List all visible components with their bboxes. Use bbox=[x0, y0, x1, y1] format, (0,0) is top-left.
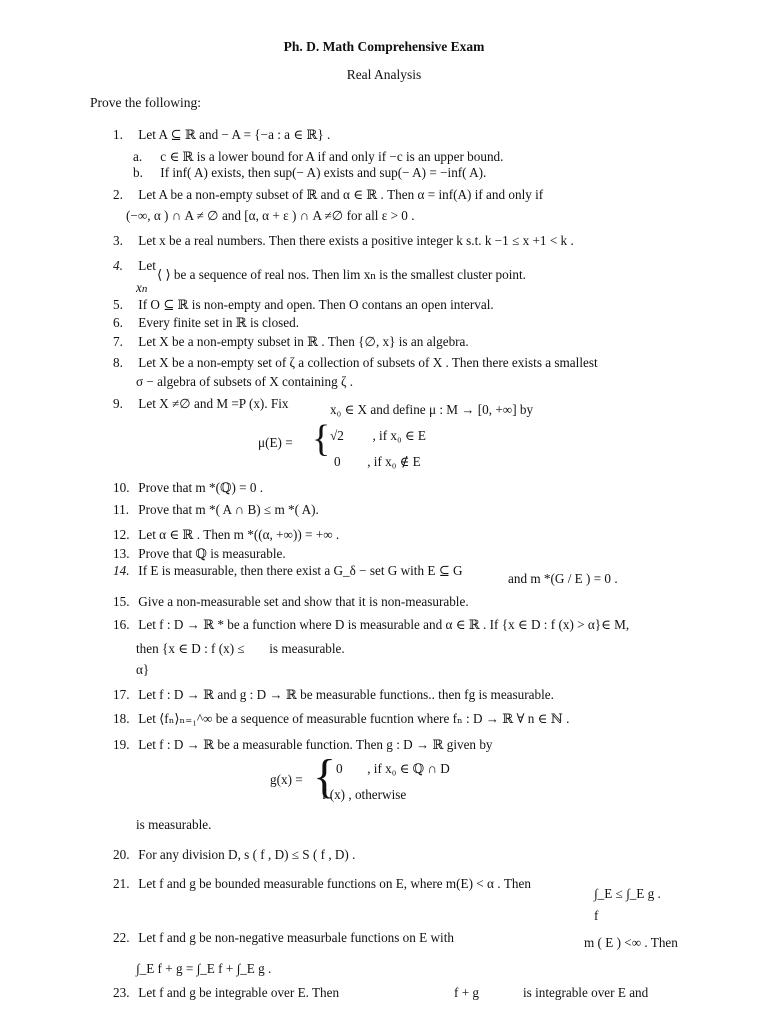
item-23-continued: is integrable over E and bbox=[523, 985, 649, 1000]
item-16-text: Let f : D → ℝ * be a function where D is measurable and α ∈ ℝ . If {x ∈ D : f (x) > α}∈ M, bbox=[138, 617, 630, 632]
item-15-number: 15. bbox=[113, 594, 130, 609]
item-12-number: 12. bbox=[113, 527, 130, 542]
item-10-number: 10. bbox=[113, 480, 130, 495]
item-19-number: 19. bbox=[113, 737, 130, 752]
item-4-number: 4. bbox=[113, 258, 123, 273]
item-5-text: If O ⊆ ℝ is non-empty and open. Then O contans an open interval. bbox=[138, 297, 494, 312]
item-9-continued: x₀ ∈ X and define μ : M → [0, +∞] by bbox=[330, 402, 534, 417]
item-19-case-1-condition: , if x₀ ∈ ℚ ∩ D bbox=[367, 761, 450, 776]
item-3-text: Let x be a real numbers. Then there exists a positive integer k s.t. k −1 ≤ x +1 < k . bbox=[138, 233, 574, 248]
item-21-number: 21. bbox=[113, 876, 130, 891]
item-21 bbox=[113, 876, 531, 893]
item-23 bbox=[113, 985, 339, 1002]
item-9-case-1-condition: , if x₀ ∈ E bbox=[372, 428, 426, 443]
item-8-text: Let X be a non-empty set of ζ a collection of subsets of X . Then there exists a smallest bbox=[138, 355, 598, 370]
item-2-number: 2. bbox=[113, 187, 123, 202]
item-11-text: Prove that m *( A ∩ B) ≤ m *( A). bbox=[138, 502, 319, 517]
item-7-text: Let X be a non-empty subset in ℝ . Then {∅, x} is an algebra. bbox=[138, 334, 469, 349]
item-20-number: 20. bbox=[113, 847, 130, 862]
item-19-g-lhs: g(x) = bbox=[270, 772, 303, 787]
item-12 bbox=[113, 527, 339, 544]
item-14 bbox=[113, 563, 463, 580]
item-16-number: 16. bbox=[113, 617, 130, 632]
exam-title: Ph. D. Math Comprehensive Exam bbox=[283, 39, 485, 54]
item-10-text: Prove that m *(ℚ) = 0 . bbox=[138, 480, 264, 495]
item-3 bbox=[113, 233, 574, 250]
item-16 bbox=[113, 617, 629, 634]
item-14-text: If E is measurable, then there exist a G_δ − set G with E ⊆ G bbox=[138, 563, 463, 578]
item-1b-label: b. bbox=[133, 165, 143, 180]
item-9-case-2 bbox=[334, 454, 421, 471]
item-21-text: Let f and g be bounded measurable functions on E, where m(E) < α . Then bbox=[138, 876, 531, 891]
item-3-number: 3. bbox=[113, 233, 123, 248]
item-9-case-1 bbox=[330, 428, 426, 445]
item-7-number: 7. bbox=[113, 334, 123, 349]
item-4-text-2: ⟨ ⟩ be a sequence of real nos. Then lim x bbox=[157, 267, 371, 282]
item-21-integral: ∫_E ≤ ∫_E g . bbox=[594, 886, 661, 901]
item-8 bbox=[113, 355, 598, 372]
item-21-f: f bbox=[594, 908, 599, 923]
item-2-continued: (−∞, α ) ∩ A ≠ ∅ and [α, α + ε ) ∩ A ≠∅ for all ε > 0 . bbox=[126, 208, 415, 223]
item-22-continued: m ( E ) <∞ . Then bbox=[584, 935, 678, 950]
item-20 bbox=[113, 847, 355, 864]
item-11-number: 11. bbox=[113, 502, 129, 517]
item-20-text: For any division D, s ( f , D) ≤ S ( f , D) . bbox=[138, 847, 356, 862]
item-1a-label: a. bbox=[133, 149, 143, 164]
item-19-continued: is measurable. bbox=[136, 817, 212, 832]
item-9-number: 9. bbox=[113, 396, 123, 411]
item-13-text: Prove that ℚ is measurable. bbox=[138, 546, 286, 561]
item-9-case-2-value: 0 bbox=[334, 454, 341, 469]
left-brace-icon: { bbox=[312, 418, 331, 460]
item-6 bbox=[113, 315, 299, 332]
item-1a bbox=[133, 149, 503, 166]
item-16-text-2: then {x ∈ D : f (x) ≤ bbox=[136, 641, 245, 656]
item-16-continued bbox=[136, 641, 345, 658]
item-5 bbox=[113, 297, 494, 314]
exam-subtitle: Real Analysis bbox=[346, 67, 422, 82]
item-15-text: Give a non-measurable set and show that it is non-measurable. bbox=[138, 594, 469, 609]
item-23-sum: f + g bbox=[454, 985, 480, 1000]
item-1a-text: c ∈ ℝ is a lower bound for A if and only if −c is an upper bound. bbox=[160, 149, 504, 164]
item-1b-text: If inf( A) exists, then sup(− A) exists and sup(− A) = −inf( A). bbox=[160, 165, 487, 180]
item-10 bbox=[113, 480, 263, 497]
item-4-xn: xn bbox=[136, 280, 148, 295]
item-9 bbox=[113, 396, 289, 413]
item-14-continued: and m *(G / E ) = 0 . bbox=[508, 571, 618, 586]
item-4-text-3: is the smallest cluster point. bbox=[375, 267, 526, 282]
item-9-text: Let X ≠∅ and M =P (x). Fix bbox=[138, 396, 289, 411]
item-22-text: Let f and g be non-negative measurbale functions on E with bbox=[138, 930, 454, 945]
item-1-number: 1. bbox=[113, 127, 123, 142]
item-22-formula: ∫_E f + g = ∫_E f + ∫_E g . bbox=[136, 961, 272, 976]
item-1 bbox=[113, 127, 330, 144]
exam-intro: Prove the following: bbox=[90, 95, 201, 110]
item-4-continued: ⟨ ⟩ be a sequence of real nos. Then lim xn is the smallest cluster point. bbox=[157, 267, 526, 282]
left-brace-icon: { bbox=[313, 750, 337, 803]
item-22-number: 22. bbox=[113, 930, 130, 945]
item-9-case-2-condition: , if x₀ ∉ E bbox=[367, 454, 421, 469]
item-19 bbox=[113, 737, 493, 754]
item-13 bbox=[113, 546, 286, 563]
item-23-number: 23. bbox=[113, 985, 130, 1000]
item-2-text: Let A be a non-empty subset of ℝ and α ∈ ℝ . Then α = inf(A) if and only if bbox=[138, 187, 544, 202]
item-19-case-1-value: 0 bbox=[336, 761, 343, 776]
item-8-continued: σ − algebra of subsets of X containing ζ . bbox=[136, 374, 354, 389]
item-4-text: Let bbox=[138, 258, 156, 273]
item-18 bbox=[113, 711, 569, 728]
item-6-number: 6. bbox=[113, 315, 123, 330]
item-16-alpha: α} bbox=[136, 662, 150, 677]
item-22 bbox=[113, 930, 454, 947]
item-15 bbox=[113, 594, 469, 611]
item-9-case-1-value: √2 bbox=[330, 428, 344, 443]
item-2 bbox=[113, 187, 543, 204]
item-19-case-2: f (x) , otherwise bbox=[322, 787, 407, 802]
item-18-text: Let ⟨fₙ⟩ₙ₌₁^∞ be a sequence of measurable fucntion where fₙ : D → ℝ ∀ n ∈ ℕ . bbox=[138, 711, 570, 726]
item-19-text: Let f : D → ℝ be a measurable function. Then g : D → ℝ given by bbox=[138, 737, 493, 752]
item-16-text-3: is measurable. bbox=[269, 641, 345, 656]
item-12-text: Let α ∈ ℝ . Then m *((α, +∞)) = +∞ . bbox=[138, 527, 340, 542]
item-13-number: 13. bbox=[113, 546, 130, 561]
item-23-text: Let f and g be integrable over E. Then bbox=[138, 985, 340, 1000]
item-17-number: 17. bbox=[113, 687, 130, 702]
item-1-text: Let A ⊆ ℝ and − A = {−a : a ∈ ℝ} . bbox=[138, 127, 331, 142]
item-17 bbox=[113, 687, 554, 704]
item-14-number: 14. bbox=[113, 563, 130, 578]
item-8-number: 8. bbox=[113, 355, 123, 370]
item-17-text: Let f : D → ℝ and g : D → ℝ be measurable functions.. then fg is measurable. bbox=[138, 687, 554, 702]
item-5-number: 5. bbox=[113, 297, 123, 312]
item-9-mu-lhs: μ(E) = bbox=[258, 435, 293, 450]
item-6-text: Every finite set in ℝ is closed. bbox=[138, 315, 300, 330]
item-7 bbox=[113, 334, 469, 351]
item-18-number: 18. bbox=[113, 711, 130, 726]
item-11 bbox=[113, 502, 319, 519]
item-1b bbox=[133, 165, 486, 182]
item-4-x-symbol: x bbox=[136, 280, 142, 295]
item-19-case-1 bbox=[336, 761, 450, 778]
item-4 bbox=[113, 258, 156, 275]
